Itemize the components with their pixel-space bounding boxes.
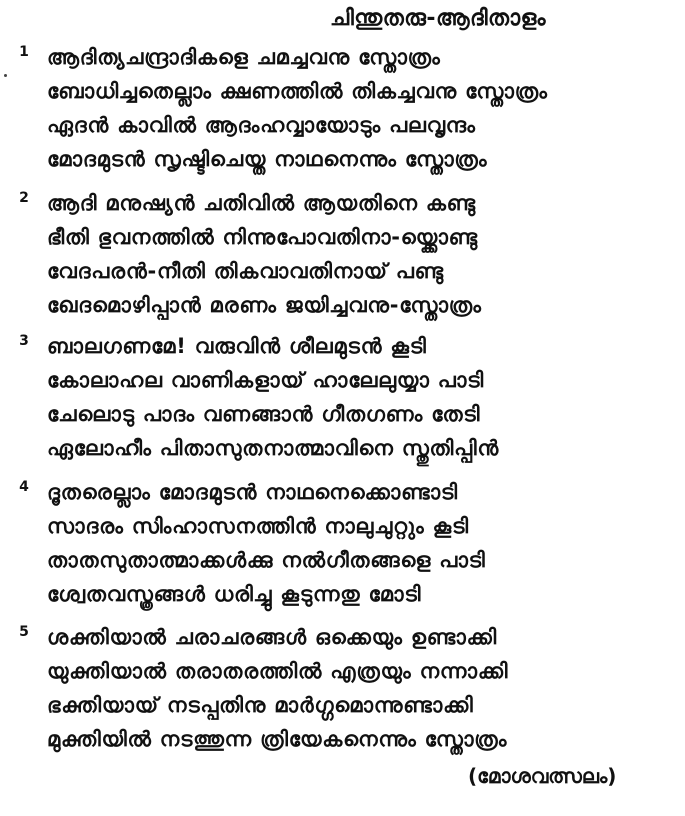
- verse-number: 1: [19, 44, 29, 60]
- author-attribution: (മോശവത്സലം): [468, 764, 617, 788]
- stanza-lines: [47, 620, 508, 756]
- stanza-lines: [47, 329, 499, 465]
- verse-number: 5: [19, 624, 29, 640]
- verse-line: സാദരം സിംഹാസനത്തിൻ നാലുചുറ്റും കൂടി: [47, 514, 469, 538]
- verse-line: ഏലോഹീം പിതാസുതനാത്മാവിനെ സ്തുതിപ്പിൻ: [47, 436, 500, 460]
- verse-line: ആദി മനുഷ്യൻ ചതിവിൽ ആയതിനെ കണ്ടു: [47, 191, 476, 215]
- verse-line: ഭീതി ഭുവനത്തിൽ നിന്നുപോവതിനാ-യ്ക്കൊണ്ടു: [47, 225, 478, 249]
- verse-line: മോദമുടൻ സൃഷ്ടിചെയ്ത നാഥനെന്നും സ്തോത്രം: [47, 147, 488, 171]
- verse-line: ശ്വേതവസ്ത്രങ്ങൾ ധരിച്ചു കൂടുന്നതു മോടി: [47, 582, 422, 606]
- verse-line: വേദപരൻ-നീതി തികവാവതിനായ് പണ്ടു: [47, 259, 444, 283]
- stanza-lines: [47, 40, 548, 176]
- verse-line: ചേലൊടു പാദം വണങ്ങാൻ ഗീതഗണം തേടി: [47, 402, 481, 426]
- verse-line: താതസുതാത്മാക്കൾക്കു നൽഗീതങ്ങളെ പാടി: [47, 548, 486, 572]
- verse-number: 3: [19, 333, 29, 349]
- scan-speck: [4, 74, 7, 77]
- verse-number: 4: [19, 479, 29, 495]
- verse-line: ഖേദമൊഴിപ്പാൻ മരണം ജയിച്ചവനു-സ്തോത്രം: [47, 293, 482, 317]
- verse-line: മുക്തിയിൽ നടത്തുന്ന ത്രിയേകനെന്നും സ്തോത്രം: [47, 727, 508, 751]
- hymn-tune-heading: ചിന്തുതരു-ആദിതാളം: [330, 6, 547, 31]
- verse-line: കോലാഹല വാണികളായ് ഹാലേലുയ്യാ പാടി: [47, 368, 485, 392]
- verse-line: ആദിത്യചന്ദ്രാദികളെ ചമച്ചവനു സ്തോത്രം: [47, 45, 441, 69]
- stanza-lines: [47, 186, 482, 322]
- verse-line: ഭക്തിയായ് നടപ്പതിനു മാർഗ്ഗമൊന്നുണ്ടാക്കി: [47, 693, 474, 717]
- verse-line: ഏദൻ കാവിൽ ആദംഹവ്വായോടും പലവൃന്ദം: [47, 113, 476, 137]
- stanza-lines: [47, 475, 486, 611]
- verse-line: ബോധിച്ചതെല്ലാം ക്ഷണത്തിൽ തികച്ചവനു സ്തോത്രം: [47, 79, 548, 103]
- verse-line: ബാലഗണമേ! വരുവിൻ ശീലമുടൻ കൂടി: [47, 334, 427, 358]
- verse-line: യുക്തിയാൽ തരാതരത്തിൽ എത്രയും നന്നാക്കി: [47, 659, 509, 683]
- verse-number: 2: [19, 190, 29, 206]
- verse-line: ദൂതരെല്ലാം മോദമുടൻ നാഥനെക്കൊണ്ടാടി: [47, 480, 458, 504]
- verse-line: ശക്തിയാൽ ചരാചരങ്ങൾ ഒക്കെയും ഉണ്ടാക്കി: [47, 625, 498, 649]
